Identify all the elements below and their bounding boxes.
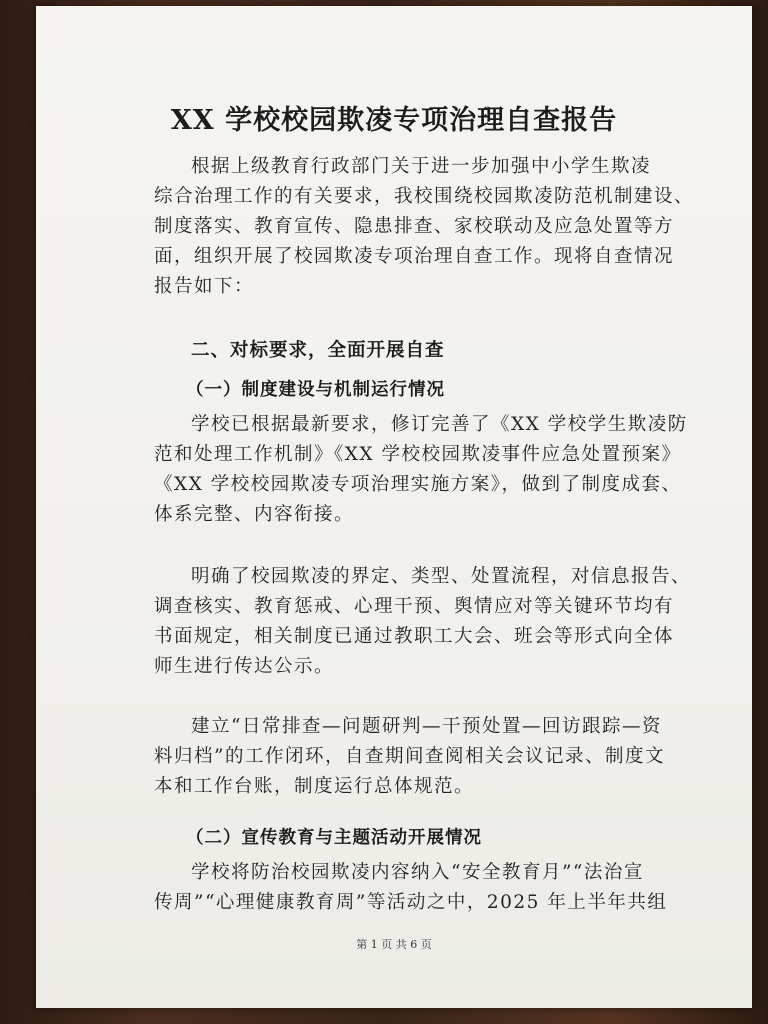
section-heading: 二、对标要求，全面开展自查	[191, 340, 445, 361]
paragraph-line: 书面规定，相关制度已通过教职工大会、班会等形式向全体	[154, 626, 675, 647]
document-title: XX 学校校园欺凌专项治理自查报告	[170, 105, 618, 136]
paragraph-line: 师生进行传达公示。	[154, 656, 335, 677]
paragraph	[154, 858, 674, 918]
paragraph	[154, 410, 688, 530]
paragraph-line: 学校已根据最新要求，修订完善了《XX 学校学生欺凌防	[191, 414, 688, 435]
intro-paragraph	[154, 152, 695, 302]
paragraph-line: 建立“日常排查—问题研判—干预处置—回访跟踪—资	[191, 716, 662, 737]
paragraph-line: 范和处理工作机制》《XX 学校校园欺凌事件应急处置预案》	[154, 444, 682, 465]
paragraph-line: 本和工作台账，制度运行总体规范。	[154, 776, 475, 797]
page-number: 第 1 页 共 6 页	[356, 938, 432, 951]
paragraph-line: 调查核实、教育惩戒、心理干预、舆情应对等关键环节均有	[154, 596, 675, 617]
document-page	[36, 6, 752, 1008]
intro-line: 报告如下：	[154, 276, 255, 297]
intro-line: 综合治理工作的有关要求，我校围绕校园欺凌防范机制建设、	[154, 186, 695, 207]
paragraph	[154, 562, 692, 682]
paragraph-line: 传周”“心理健康教育周”等活动之中，2025 年上半年共组	[154, 892, 668, 913]
subsection-heading: （二）宣传教育与主题活动开展情况	[186, 828, 482, 848]
paragraph-line: 明确了校园欺凌的界定、类型、处置流程，对信息报告、	[191, 566, 692, 587]
intro-line: 制度落实、教育宣传、隐患排查、家校联动及应急处置等方	[154, 216, 675, 237]
paragraph-line: 《XX 学校校园欺凌专项治理实施方案》，做到了制度成套、	[154, 474, 682, 495]
intro-line: 根据上级教育行政部门关于进一步加强中小学生欺凌	[191, 156, 652, 177]
paragraph-line: 体系完整、内容衔接。	[154, 504, 355, 525]
paragraph-line: 料归档”的工作闭环，自查期间查阅相关会议记录、制度文	[154, 746, 665, 767]
paragraph	[154, 712, 674, 802]
paragraph-line: 学校将防治校园欺凌内容纳入“安全教育月”“法治宣	[191, 862, 644, 883]
subsection-heading: （一）制度建设与机制运行情况	[186, 380, 445, 400]
intro-line: 面，组织开展了校园欺凌专项治理自查工作。现将自查情况	[154, 246, 675, 267]
